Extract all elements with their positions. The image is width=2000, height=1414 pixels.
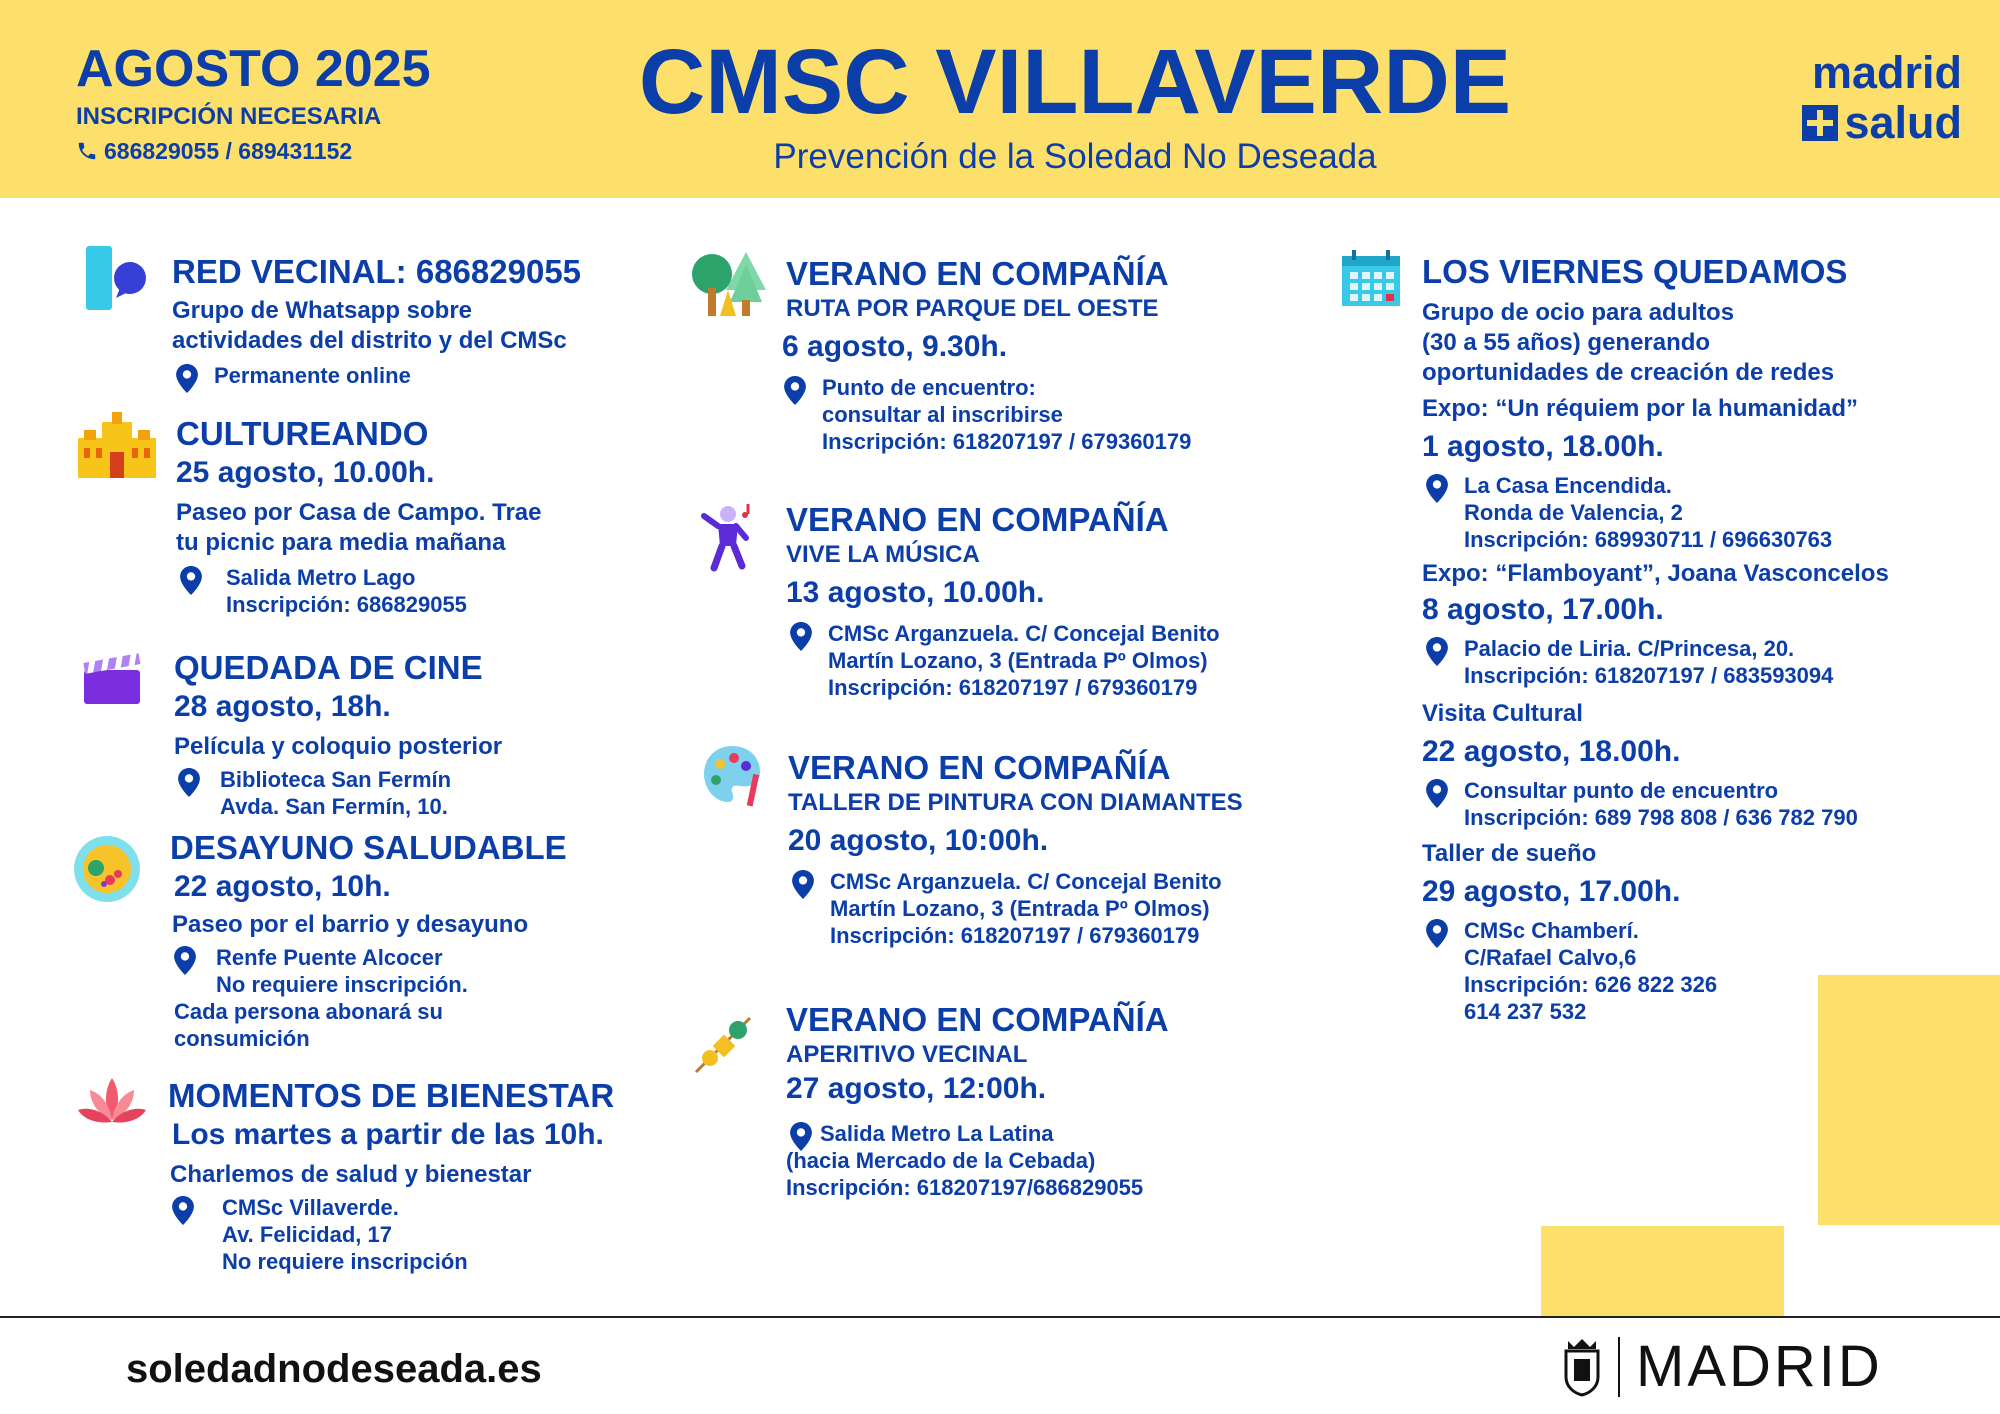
lotus-icon (76, 1076, 148, 1132)
event-title: DESAYUNO SALUDABLE (170, 829, 567, 866)
event-date: 6 agosto, 9.30h. (782, 330, 1008, 363)
expo-flamboyant-date: 8 agosto, 17.00h. (1422, 593, 1664, 626)
month-label: AGOSTO 2025 (76, 40, 431, 98)
event-musica (786, 500, 1220, 701)
decorative-yellow-block (1541, 1226, 1784, 1316)
event-title: RED VECINAL: 686829055 (172, 253, 582, 290)
page-subtitle: Prevención de la Soledad No Deseada (773, 137, 1377, 176)
location-pin-icon (172, 1196, 194, 1225)
event-description: Paseo por Casa de Campo. Trae tu picnic para media mañana (176, 499, 542, 556)
logo-word-salud: salud (1844, 97, 1962, 148)
plate-icon (72, 834, 142, 904)
event-location: Salida Metro Lago Inscripción: 686829055 (176, 564, 541, 618)
logo-separator (1618, 1337, 1620, 1397)
event-red-vecinal (172, 252, 581, 389)
palace-icon (74, 408, 160, 480)
page-title: CMSC VILLAVERDE (638, 31, 1512, 133)
event-date: 13 agosto, 10.00h. (786, 576, 1045, 609)
event-title: QUEDADA DE CINE (174, 649, 483, 686)
trees-icon (688, 250, 768, 318)
event-location: Salida Metro La Latina (786, 1120, 1169, 1147)
event-note: Cada persona abonará su consumición (174, 999, 443, 1051)
event-cine (174, 648, 502, 820)
header-phones (76, 136, 352, 166)
phone-icon (76, 140, 98, 162)
registration-note: INSCRIPCIÓN NECESARIA (76, 103, 382, 130)
decorative-yellow-block (1818, 975, 2000, 1225)
coat-of-arms-icon (1562, 1337, 1602, 1397)
event-bienestar (168, 1076, 614, 1275)
event-date: 22 agosto, 10h. (174, 870, 391, 903)
event-date: 20 agosto, 10:00h. (788, 824, 1049, 857)
taller-sueno-name: Taller de sueño (1422, 840, 1597, 867)
event-title: MOMENTOS DE BIENESTAR (168, 1077, 615, 1114)
taller-sueno-date: 29 agosto, 17.00h. (1422, 875, 1681, 908)
taller-sueno-location: CMSc Chamberí. C/Rafael Calvo,6 Inscripción: 626 822 326 614 237 532 (1422, 917, 1889, 1025)
location-pin-icon (178, 768, 200, 797)
event-description: Charlemos de salud y bienestar (170, 1161, 532, 1188)
dancer-icon (700, 502, 756, 572)
event-title: VERANO EN COMPAÑÍA (786, 501, 1169, 538)
location-pin-icon (174, 946, 196, 975)
event-date: 27 agosto, 12:00h. (786, 1072, 1047, 1105)
visita-cultural-location: Consultar punto de encuentro Inscripción: 689 798 808 / 636 782 790 (1422, 777, 1889, 831)
location-pin-icon (176, 364, 198, 393)
event-desayuno (170, 828, 567, 1052)
event-aperitivo (786, 1000, 1169, 1201)
event-subtitle: VIVE LA MÚSICA (786, 541, 980, 568)
event-location: CMSc Arganzuela. C/ Concejal Benito Martín Lozano, 3 (Entrada Pº Olmos) Inscripción: 618207197 / 679360179 (786, 620, 1220, 701)
event-location: Permanente online (172, 362, 581, 389)
event-location-detail: (hacia Mercado de la Cebada) Inscripción: 618207197/686829055 (786, 1148, 1144, 1200)
expo-requiem-location: La Casa Encendida. Ronda de Valencia, 2 Inscripción: 689930711 / 696630763 (1422, 472, 1889, 553)
event-pintura (788, 748, 1243, 949)
event-subtitle: APERITIVO VECINAL (786, 1041, 1028, 1068)
event-title: VERANO EN COMPAÑÍA (786, 1001, 1169, 1038)
expo-requiem-name: Expo: “Un réquiem por la humanidad” (1422, 395, 1859, 422)
event-title: LOS VIERNES QUEDAMOS (1422, 253, 1848, 290)
expo-requiem-date: 1 agosto, 18.00h. (1422, 430, 1664, 463)
event-date: 28 agosto, 18h. (174, 690, 391, 723)
event-location: CMSc Villaverde. Av. Felicidad, 17 No requiere inscripción (168, 1194, 614, 1275)
footer-divider (0, 1316, 2000, 1318)
event-description: Película y coloquio posterior (174, 733, 503, 760)
expo-flamboyant-name: Expo: “Flamboyant”, Joana Vasconcelos (1422, 560, 1889, 587)
madrid-city-logo (1562, 1332, 1883, 1402)
event-date: Los martes a partir de las 10h. (172, 1118, 604, 1151)
event-title: CULTUREANDO (176, 415, 429, 452)
event-subtitle: RUTA POR PARQUE DEL OESTE (786, 295, 1159, 322)
chat-phone-icon (84, 244, 150, 314)
location-pin-icon (1426, 637, 1448, 666)
location-pin-icon (792, 870, 814, 899)
skewer-icon (690, 1012, 756, 1078)
madrid-salud-logo (1782, 48, 1962, 148)
event-date: 25 agosto, 10.00h. (176, 456, 435, 489)
event-description: Grupo de ocio para adultos (30 a 55 años) generando oportunidades de creación de redes (1422, 299, 1835, 386)
location-pin-icon (790, 622, 812, 651)
event-location: Biblioteca San Fermín Avda. San Fermín, 10. (174, 766, 502, 820)
plus-icon (1802, 105, 1838, 141)
event-parque (782, 254, 1192, 455)
footer-website-link[interactable]: soledadnodeseada.es (126, 1347, 542, 1391)
location-pin-icon (1426, 474, 1448, 503)
palette-icon (702, 744, 766, 808)
expo-flamboyant-location: Palacio de Liria. C/Princesa, 20. Inscripción: 618207197 / 683593094 (1422, 635, 1889, 689)
logo-word-madrid: madrid (1811, 47, 1962, 98)
event-cultureando (176, 414, 541, 618)
location-pin-icon (784, 376, 806, 405)
visita-cultural-name: Visita Cultural (1422, 700, 1583, 727)
event-title: VERANO EN COMPAÑÍA (788, 749, 1171, 786)
madrid-wordmark: MADRID (1636, 1334, 1883, 1399)
location-pin-icon (1426, 779, 1448, 808)
visita-cultural-date: 22 agosto, 18.00h. (1422, 735, 1681, 768)
phones-text: 686829055 / 689431152 (104, 138, 353, 164)
location-pin-icon (180, 566, 202, 595)
event-title: VERANO EN COMPAÑÍA (786, 255, 1169, 292)
event-viernes (1422, 252, 1889, 1025)
calendar-icon (1340, 250, 1402, 308)
location-pin-icon (1426, 919, 1448, 948)
event-location: CMSc Arganzuela. C/ Concejal Benito Martín Lozano, 3 (Entrada Pº Olmos) Inscripción: 618207197 / 679360179 (788, 868, 1243, 949)
event-location: Renfe Puente Alcocer No requiere inscripción. (170, 944, 567, 998)
event-location: Punto de encuentro: consultar al inscribirse Inscripción: 618207197 / 679360179 (780, 374, 1191, 455)
event-subtitle: TALLER DE PINTURA CON DIAMANTES (788, 789, 1243, 816)
event-description: Grupo de Whatsapp sobre actividades del distrito y del CMSc (172, 297, 567, 354)
clapperboard-icon (82, 652, 144, 706)
event-description: Paseo por el barrio y desayuno (172, 911, 529, 938)
